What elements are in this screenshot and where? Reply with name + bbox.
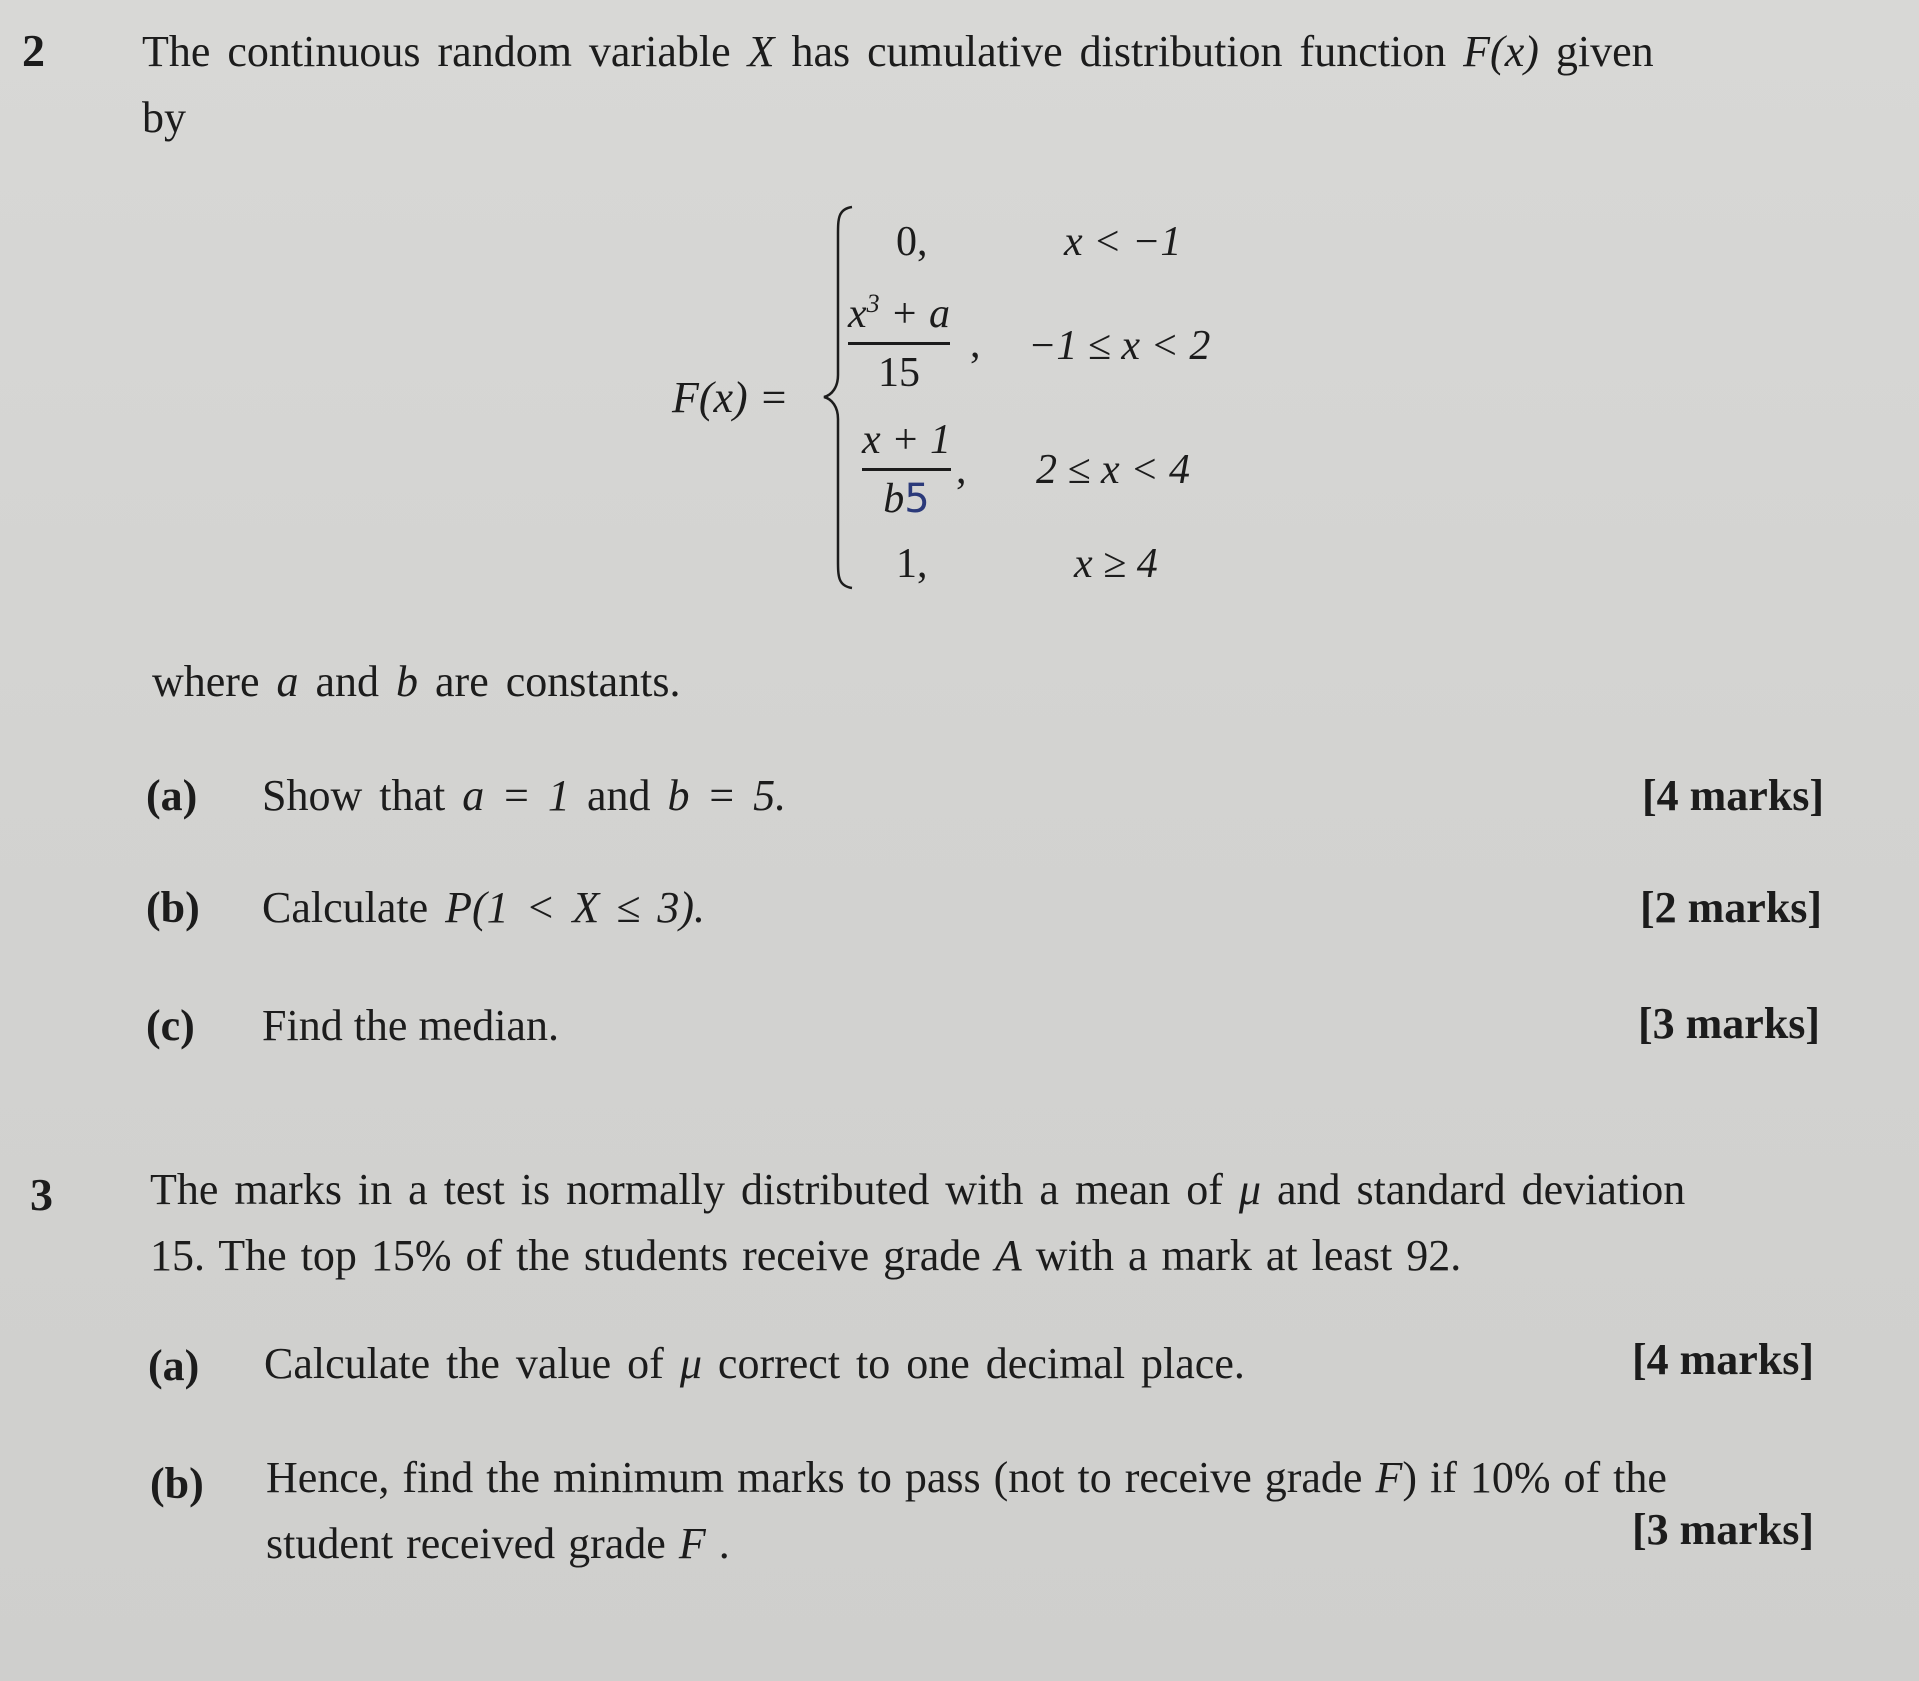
- q3-line1-text: The marks in a test is normally distributed with a mean of: [150, 1165, 1223, 1214]
- question-2-intro-line2: by: [142, 93, 186, 142]
- q2b-text-pre: Calculate: [262, 883, 429, 932]
- q2a-text-pre: Show that: [262, 771, 446, 820]
- where-and: and: [315, 657, 380, 706]
- case-3-fraction: [862, 418, 951, 521]
- case-2-numerator: [848, 289, 950, 337]
- q2-part-b-marks: [2 marks]: [1640, 883, 1823, 932]
- q2a-text-mid: and: [586, 771, 651, 820]
- case-2-fraction-bar: [848, 342, 950, 345]
- case-4-condition: x ≥ 4: [1074, 541, 1158, 587]
- q2-part-c-label: (c): [146, 1001, 195, 1050]
- q3b-line1-text-b: ) if 10% of the: [1402, 1453, 1667, 1502]
- q2-part-c-text: Find the median.: [262, 1001, 559, 1050]
- question-3-number: 3: [30, 1169, 53, 1220]
- left-brace-icon: [820, 205, 860, 590]
- question-2-number: 2: [22, 25, 45, 76]
- q2-var-x: X: [747, 27, 775, 76]
- q3b-grade-f: F: [1375, 1453, 1403, 1502]
- q2-part-b-label: (b): [146, 883, 200, 932]
- q2-part-c-marks: [3 marks]: [1638, 999, 1821, 1048]
- q2-intro-text-b: has cumulative distribution function: [791, 27, 1447, 76]
- q2-intro-text-a: The continuous random variable: [142, 27, 731, 76]
- q3-line1-text-b: and standard deviation: [1276, 1165, 1686, 1214]
- case-2-denominator: 15: [878, 350, 920, 397]
- q2a-math-b: b = 5.: [667, 771, 787, 820]
- q3-grade-a: A: [994, 1231, 1022, 1280]
- where-a: a: [276, 657, 299, 706]
- q3-part-b-line2: [266, 1518, 730, 1569]
- question-2-intro-line1: [142, 26, 1654, 77]
- q3a-text-pre: Calculate the value of: [264, 1339, 664, 1388]
- case-2-condition: −1 ≤ x < 2: [1028, 323, 1211, 369]
- q3-part-a-label: (a): [148, 1341, 200, 1390]
- piecewise-lhs: F(x) =: [672, 373, 789, 422]
- q3-part-b-marks: [3 marks]: [1632, 1505, 1815, 1554]
- q2-part-a-marks: [4 marks]: [1642, 771, 1825, 820]
- handwritten-5: 5: [904, 476, 930, 523]
- constants-statement: [152, 656, 681, 707]
- q3a-mu: μ: [679, 1339, 702, 1388]
- q3-line2-text-b: with a mark at least 92.: [1035, 1231, 1462, 1280]
- case-3-condition: 2 ≤ x < 4: [1036, 447, 1191, 493]
- case-3-fraction-bar: [862, 468, 951, 471]
- q2a-math-a: a = 1: [462, 771, 570, 820]
- q3b-line2-period: .: [718, 1519, 730, 1568]
- case-1-condition: x < −1: [1064, 219, 1182, 265]
- q3-part-b-line1: [266, 1452, 1667, 1503]
- case-3-comma: ,: [956, 447, 967, 493]
- case-1-expr: 0,: [896, 219, 928, 265]
- case-2-fraction: [848, 289, 950, 397]
- case-2-num-base: x: [848, 291, 867, 337]
- q2-fx: F(x): [1463, 27, 1539, 76]
- case-2-comma: ,: [970, 321, 981, 367]
- case-3-den-var: b: [883, 476, 905, 523]
- case-2-num-rest: + a: [879, 291, 950, 337]
- where-rest: are constants.: [435, 657, 681, 706]
- where-text: where: [152, 657, 260, 706]
- q2b-math: P(1 < X ≤ 3).: [445, 883, 706, 932]
- q3-mu: μ: [1238, 1165, 1261, 1214]
- q3-part-a-text: [264, 1338, 1245, 1389]
- q2-part-a-label: (a): [146, 771, 198, 820]
- q2-part-a-text: [262, 770, 786, 821]
- case-4-expr: 1,: [896, 541, 928, 587]
- q3a-text-post: correct to one decimal place.: [717, 1339, 1245, 1388]
- q3-part-b-label: (b): [150, 1459, 204, 1508]
- question-3-line2: [150, 1230, 1461, 1281]
- q3-line2-text: 15. The top 15% of the students receive grade: [150, 1231, 981, 1280]
- case-2-num-exp: 3: [866, 289, 880, 318]
- q2-intro-text-c: given: [1555, 27, 1654, 76]
- question-3-line1: [150, 1164, 1685, 1215]
- q3b-line2-text: student received grade: [266, 1519, 666, 1568]
- q3b-line1-text: Hence, find the minimum marks to pass (not to receive grade: [266, 1453, 1363, 1502]
- q3-part-a-marks: [4 marks]: [1632, 1335, 1815, 1384]
- case-3-numerator: x + 1: [862, 417, 951, 463]
- case-3-denominator: [883, 477, 929, 521]
- q3b-grade-f2: F: [678, 1519, 706, 1568]
- where-b: b: [396, 657, 419, 706]
- q2-part-b-text: [262, 882, 705, 933]
